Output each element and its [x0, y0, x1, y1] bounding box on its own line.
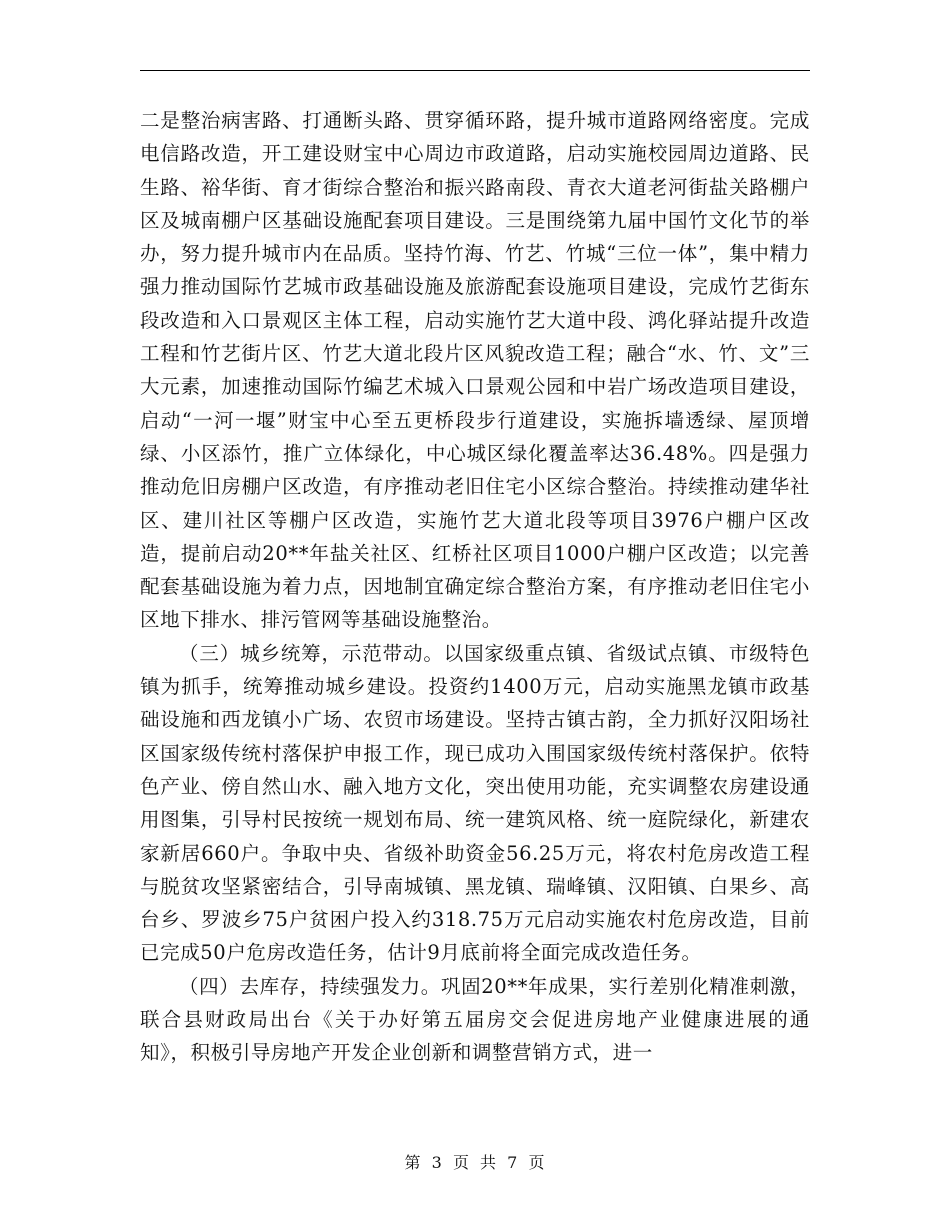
- document-body: [140, 104, 810, 1070]
- footer-label-gong: 共: [480, 1153, 498, 1172]
- footer-page-current: 3: [431, 1153, 443, 1172]
- paragraph-continuation: 二是整治病害路、打通断头路、贯穿循环路，提升城市道路网络密度。完成电信路改造，开工建设财宝中心周边市政道路，启动实施校园周边道路、民生路、裕华街、育才街综合整治和振兴路南段、青衣大道老河街盐关路棚户区及城南棚户区基础设施配套项目建设。三是围绕第九届中国竹文化节的举办，努力提升城市内在品质。坚持竹海、竹艺、竹城“三位一体”，集中精力强力推动国际竹艺城市政基础设施及旅游配套设施项目建设，完成竹艺街东段改造和入口景观区主体工程，启动实施竹艺大道中段、鸿化驿站提升改造工程和竹艺街片区、竹艺大道北段片区风貌改造工程；融合“水、竹、文”三大元素，加速推动国际竹编艺术城入口景观公园和中岩广场改造项目建设，启动“一河一堰”财宝中心至五更桥段步行道建设，实施拆墙透绿、屋顶增绿、小区添竹，推广立体绿化，中心城区绿化覆盖率达36.48%。四是强力推动危旧房棚户区改造，有序推动老旧住宅小区综合整治。持续推动建华社区、建川社区等棚户区改造，实施竹艺大道北段等项目3976户棚户区改造，提前启动20**年盐关社区、红桥社区项目1000户棚户区改造；以完善配套基础设施为着力点，因地制宜确定综合整治方案，有序推动老旧住宅小区地下排水、排污管网等基础设施整治。: [140, 109, 810, 632]
- footer-page-total: 7: [507, 1153, 519, 1172]
- page-footer: [0, 1150, 950, 1173]
- paragraph-section-four: （四）去库存，持续强发力。巩固20**年成果，实行差别化精准刺激，联合县财政局出台《关于办好第五届房交会促进房地产业健康进展的通知》，积极引导房地产开发企业创新和调整营销方式，进一: [140, 974, 810, 1065]
- footer-label-ye: 页: [452, 1153, 470, 1172]
- footer-label-ye2: 页: [528, 1153, 546, 1172]
- footer-label-di: 第: [404, 1153, 422, 1172]
- paragraph-section-three: （三）城乡统筹，示范带动。以国家级重点镇、省级试点镇、市级特色镇为抓手，统筹推动城乡建设。投资约1400万元，启动实施黑龙镇市政基础设施和西龙镇小广场、农贸市场建设。坚持古镇古韵，全力抓好汉阳场社区国家级传统村落保护申报工作，现已成功入围国家级传统村落保护。依特色产业、傍自然山水、融入地方文化，突出使用功能，充实调整农房建设通用图集，引导村民按统一规划布局、统一建筑风格、统一庭院绿化，新建农家新居660户。争取中央、省级补助资金56.25万元，将农村危房改造工程与脱贫攻坚紧密结合，引导南城镇、黑龙镇、瑞峰镇、汉阳镇、白果乡、高台乡、罗波乡75户贫困户投入约318.75万元启动实施农村危房改造，目前已完成50户危房改造任务，估计9月底前将全面完成改造任务。: [140, 641, 810, 965]
- header-rule: [140, 70, 810, 71]
